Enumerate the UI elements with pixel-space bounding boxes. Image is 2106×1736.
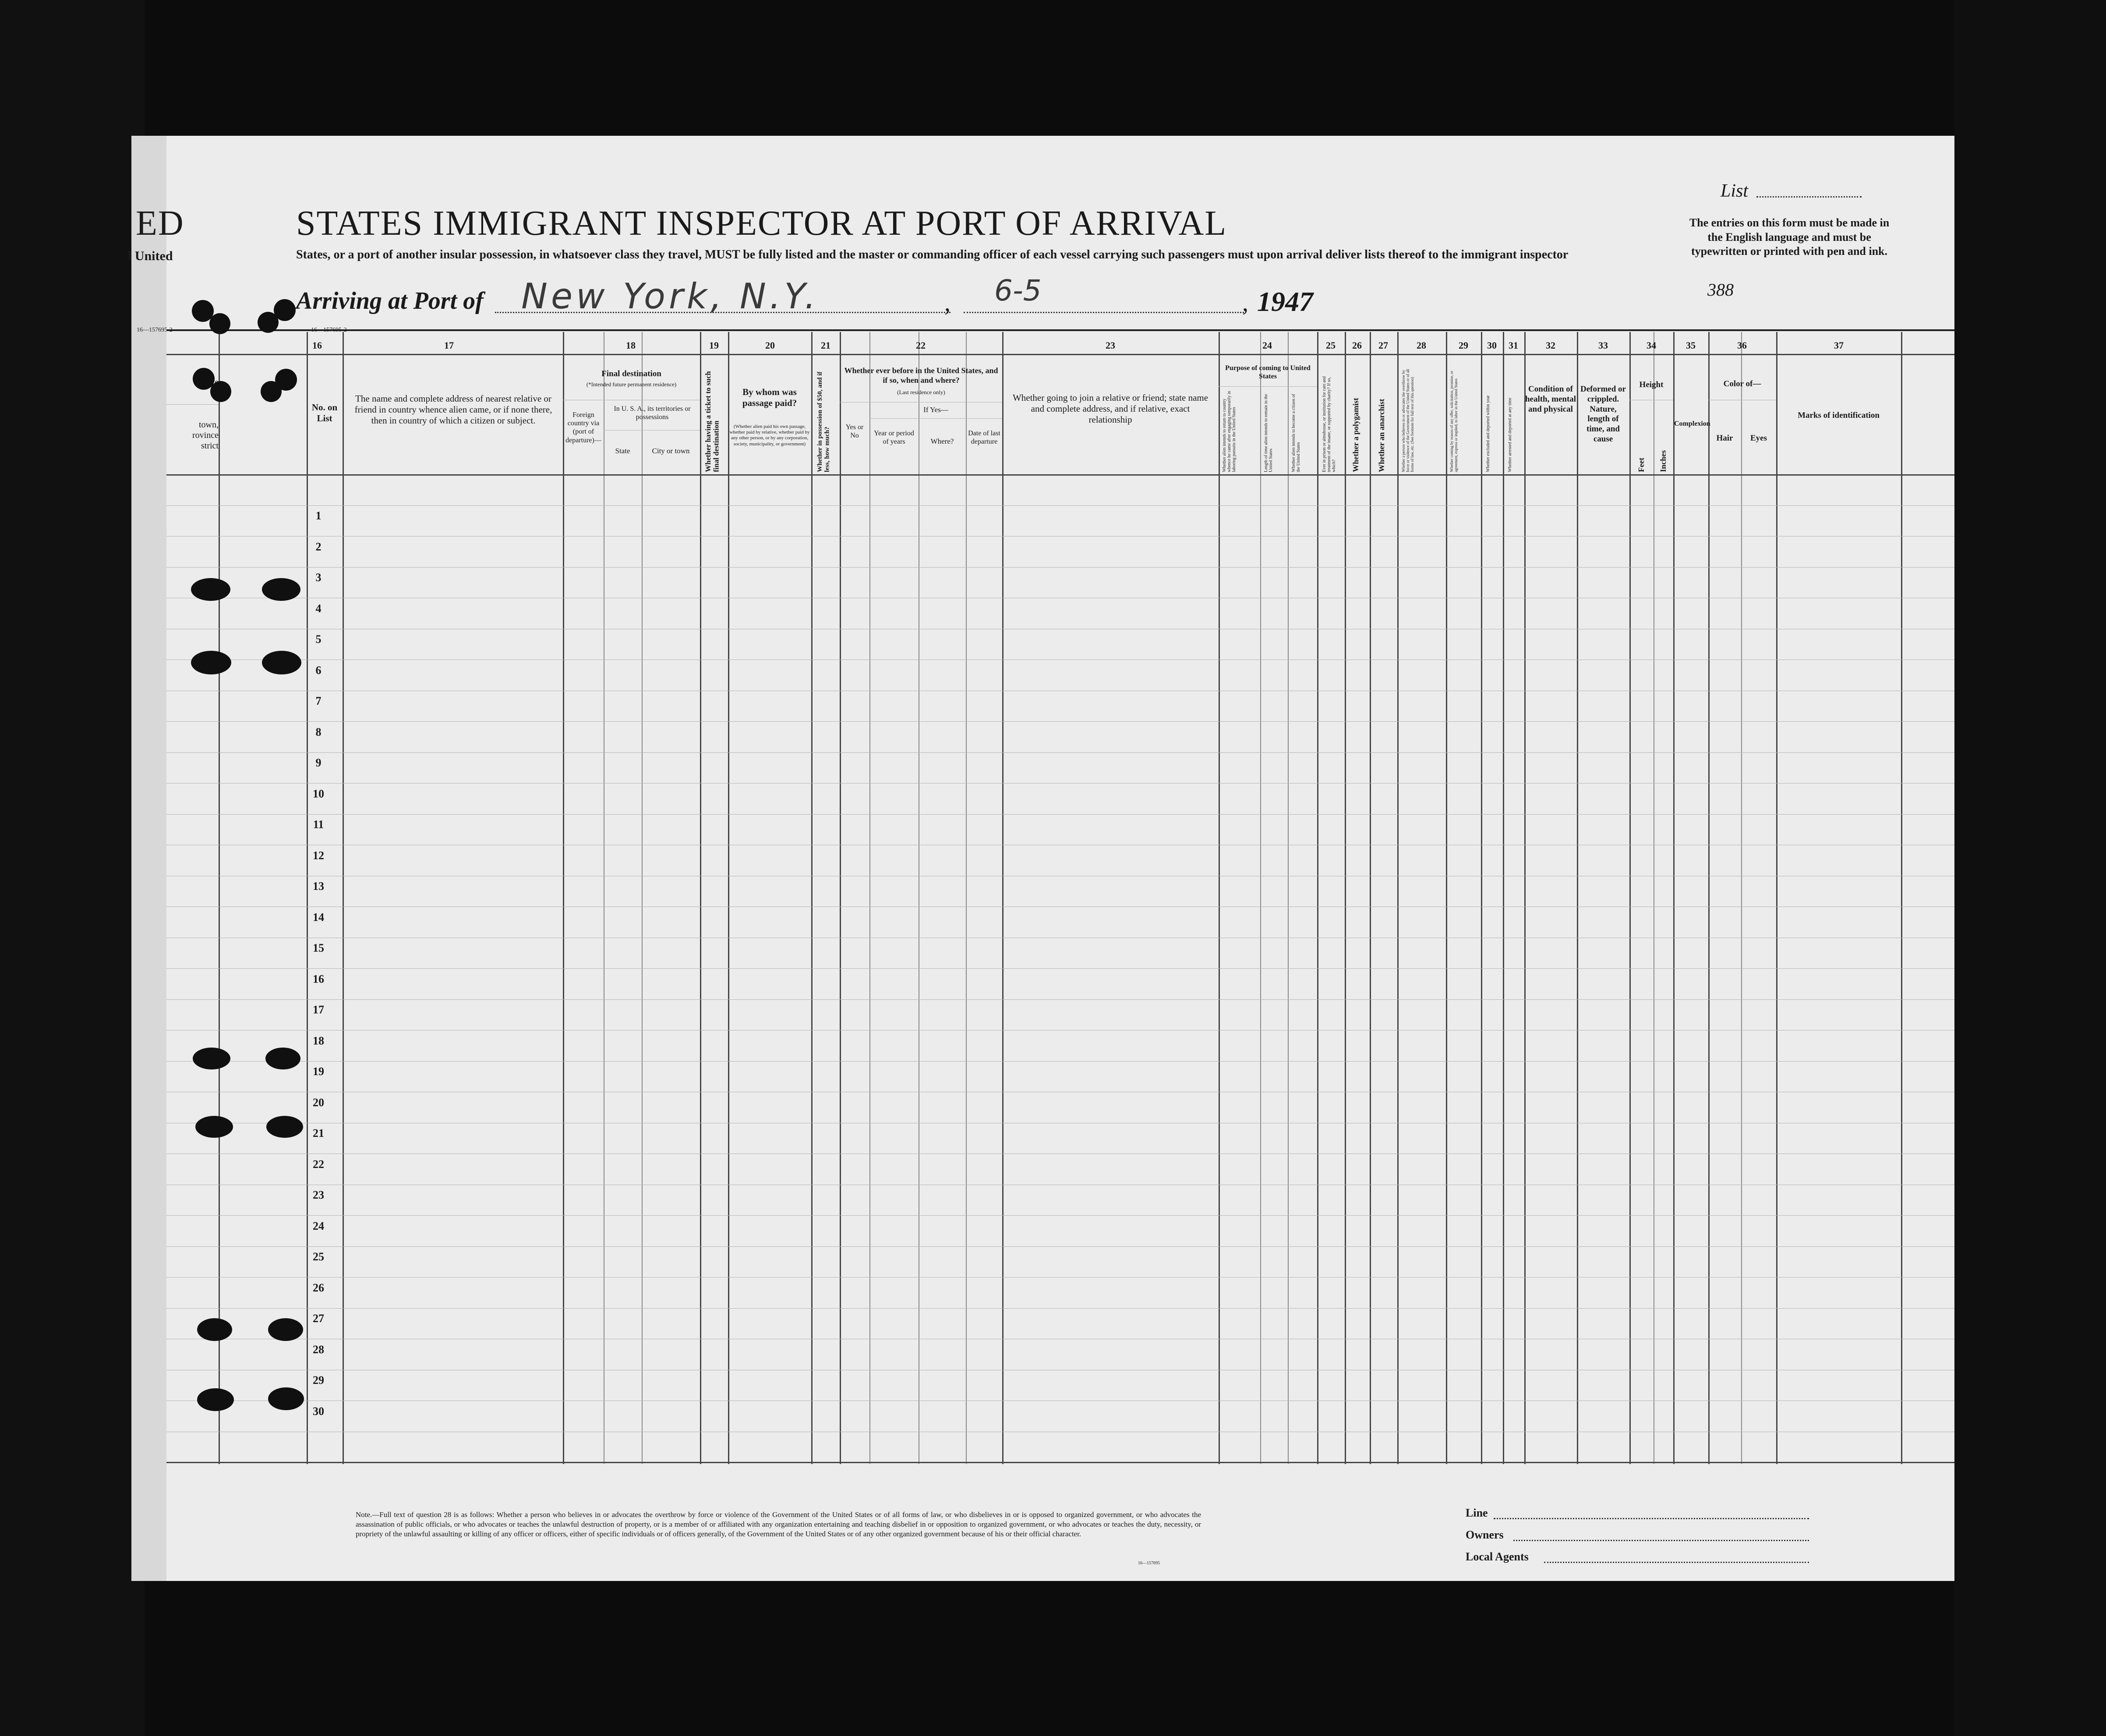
column-number-23: 23 <box>1106 340 1115 351</box>
column-rule <box>1629 332 1631 1464</box>
punch-hole <box>265 1048 300 1069</box>
column-rule <box>1446 332 1447 1464</box>
col30-header: Whether excluded and deported within year <box>1486 395 1491 472</box>
row-rule <box>166 1246 1954 1247</box>
line-field <box>1494 1518 1809 1519</box>
col22-yesno: Yes or No <box>845 423 864 440</box>
row-number: 1 <box>315 509 322 522</box>
punch-hole <box>274 299 296 321</box>
column-rule <box>700 332 701 1464</box>
column-number-26: 26 <box>1352 340 1362 351</box>
list-label: List <box>1721 181 1749 201</box>
column-rule <box>811 332 813 1464</box>
col19-header: Whether having a ticket to such final destination <box>704 371 721 472</box>
column-number-27: 27 <box>1378 340 1388 351</box>
left-fragment-subtitle: l United <box>128 249 173 263</box>
row-number: 19 <box>313 1065 324 1078</box>
column-number-22: 22 <box>916 340 926 351</box>
row-rule <box>166 1215 1954 1216</box>
column-number-34: 34 <box>1647 340 1656 351</box>
column-rule <box>1673 332 1675 1464</box>
punch-hole <box>191 651 231 674</box>
form-code-right: 16—157695-2 <box>311 327 347 333</box>
col17-header: The name and complete address of nearest relative or friend in country whence alien came, or if none there, then in country of which a citizen or subject. <box>354 393 552 426</box>
col24-c: Whether alien intends to become a citizen of the United States <box>1291 394 1301 472</box>
row-number: 26 <box>313 1281 324 1294</box>
row-rule <box>166 814 1954 815</box>
row-number: 21 <box>313 1127 324 1140</box>
col18-usa: In U. S. A., its territories or possessions <box>614 405 691 421</box>
column-number-28: 28 <box>1417 340 1426 351</box>
col34-inches: Inches <box>1659 450 1668 472</box>
row-rule <box>166 567 1954 568</box>
row-rule <box>166 999 1954 1000</box>
col36-title: Color of— <box>1723 379 1761 388</box>
punch-hole <box>262 651 301 674</box>
column-rule <box>1288 332 1289 1464</box>
column-number-21: 21 <box>821 340 830 351</box>
row-rule <box>166 1061 1954 1062</box>
column-rule <box>1577 332 1578 1464</box>
col22-where: Where? <box>930 437 954 445</box>
port-value: New York, N.Y. <box>521 276 820 317</box>
column-rule <box>563 332 564 1464</box>
punch-hole <box>197 1388 234 1411</box>
left-fragment-title: ED <box>136 204 184 243</box>
punch-hole <box>275 369 297 391</box>
column-number-29: 29 <box>1459 340 1468 351</box>
column-number-35: 35 <box>1686 340 1696 351</box>
col18-city: City or town <box>652 447 690 455</box>
table-bottom-rule <box>166 1462 1954 1463</box>
column-number-17: 17 <box>444 340 454 351</box>
column-rule <box>840 332 841 1464</box>
local-agents-label: Local Agents <box>1466 1550 1529 1563</box>
subheader-rule <box>869 418 1002 419</box>
col18-title: Final destination <box>601 369 661 378</box>
col34-title: Height <box>1639 380 1664 389</box>
column-rule <box>219 332 220 1464</box>
column-rule <box>1503 332 1504 1464</box>
row-rule <box>166 1308 1954 1309</box>
column-number-20: 20 <box>765 340 775 351</box>
column-rule <box>1708 332 1710 1464</box>
col26-header: Whether a polygamist <box>1351 398 1360 472</box>
column-rule <box>1481 332 1482 1464</box>
col20-title: By whom was passage paid? <box>742 387 797 409</box>
form-code-left: 16—157695-2 <box>137 327 173 333</box>
col18-note: (*Intended future permanent residence) <box>586 381 677 388</box>
row-number: 7 <box>315 695 322 707</box>
col31-header: Whether arrested and deported at any time <box>1508 398 1512 472</box>
list-number-field <box>1756 196 1862 198</box>
column-number-37: 37 <box>1834 340 1844 351</box>
row-number: 24 <box>313 1220 324 1232</box>
footnote-form-code: 16—157695 <box>1138 1561 1160 1566</box>
col25-header: Ever in prison or almshouse, or institution for care and treatment of the insane, or supported by charity? If so, which? <box>1322 376 1336 472</box>
question-28-footnote: Note.—Full text of question 28 is as follows: Whether a person who believes in or advocates the overthrow by force or violence of the Government of the United States or of all forms of law, or who disbelieves in or is opposed to organized government, or who advocates the assassination of public officials, or who advocates or teaches the unlawful destruction of property, or is a member of or affiliated with any organization entertaining and teaching disbelief in or opposition to organized government, or who advocates or teaches the duty, necessity, or propriety of the unlawful assaulting or killing of any officer or officers, either of specific individuals or of officers generally, of the Government of the United States or of any other organized government because of his or their official character. <box>356 1510 1201 1538</box>
column-rule <box>728 332 729 1464</box>
row-number: 18 <box>313 1034 324 1047</box>
column-rule <box>1741 332 1742 1464</box>
arrival-year-value: 1947 <box>1257 286 1313 317</box>
col24-a: Whether alien intends to return to country whence he came after engaging temporarily in laboring pursuits in the United States <box>1222 391 1237 472</box>
col18-state: State <box>615 447 630 455</box>
col22-year: Year or period of years <box>874 430 914 446</box>
column-number-rule <box>166 354 1954 355</box>
punch-hole <box>195 1116 233 1138</box>
form-subtitle: States, or a port of another insular possession, in whatsoever class they travel, MUST be fully listed and the master or commanding officer of each vessel carrying such passengers must upon arrival deliver lists thereof to the immigrant inspector <box>296 248 1569 261</box>
subheader-rule <box>1219 386 1317 387</box>
col29-header: Whether coming by reason of any offer, solicitation, promise, or agreement, express or implied, to labor in the United States <box>1449 370 1458 472</box>
column-number-33: 33 <box>1598 340 1608 351</box>
row-number: 12 <box>313 849 324 862</box>
col37-header: Marks of identification <box>1798 411 1880 420</box>
local-agents-field <box>1544 1562 1809 1563</box>
col36-hair: Hair <box>1716 434 1733 443</box>
col24-title: Purpose of coming to United States <box>1225 364 1311 381</box>
row-number: 3 <box>315 571 322 584</box>
left-fragment-text: strict <box>201 441 219 451</box>
col22-title: Whether ever before in the United States, and if so, when and where? <box>844 366 998 385</box>
col24-b: Length of time alien intends to remain in the United States <box>1264 394 1273 472</box>
col22-note: (Last residence only) <box>897 389 945 395</box>
row-number: 22 <box>313 1158 324 1171</box>
column-rule <box>642 332 643 1464</box>
language-notice: The entries on this form must be made in the English language and must be typewritten or printed with pen and ink. <box>1689 216 1890 258</box>
column-rule <box>1002 332 1004 1464</box>
arriving-port-label: Arriving at Port of <box>296 287 484 314</box>
row-number: 8 <box>315 726 322 738</box>
row-number: 2 <box>315 540 322 553</box>
row-number: 5 <box>315 633 322 646</box>
row-rule <box>166 752 1954 753</box>
col35-header: Complexion <box>1674 420 1710 427</box>
row-number: 28 <box>313 1343 324 1356</box>
form-title: STATES IMMIGRANT INSPECTOR AT PORT OF ARRIVAL <box>296 204 1227 243</box>
column-rule <box>869 332 870 1464</box>
left-fragment-text: rovince <box>192 430 219 440</box>
row-number: 30 <box>313 1405 324 1418</box>
col33-header: Deformed or crippled. Nature, length of time, and cause <box>1580 385 1626 444</box>
col16-header: No. on List <box>311 402 338 424</box>
column-number-32: 32 <box>1546 340 1555 351</box>
column-rule <box>1397 332 1399 1464</box>
col18-foreign: Foreign country via (port of departure)— <box>565 411 601 444</box>
punch-hole <box>266 1116 303 1138</box>
row-number: 25 <box>313 1250 324 1263</box>
column-rule <box>1776 332 1777 1464</box>
column-number-16: 16 <box>312 340 322 351</box>
row-number: 11 <box>313 818 324 831</box>
separator-comma: , <box>944 289 951 317</box>
line-label: Line <box>1466 1507 1488 1519</box>
col27-header: Whether an anarchist <box>1377 399 1386 472</box>
row-number: 16 <box>313 973 324 985</box>
column-number-30: 30 <box>1487 340 1497 351</box>
column-rule <box>1260 332 1261 1464</box>
column-rule <box>1345 332 1346 1464</box>
col34-feet: Feet <box>1637 458 1646 472</box>
column-number-19: 19 <box>709 340 719 351</box>
column-rule <box>343 332 344 1464</box>
row-number: 6 <box>315 664 322 677</box>
col22-ifyes: If Yes— <box>923 406 948 414</box>
row-rule <box>166 505 1954 506</box>
column-rule <box>1317 332 1318 1464</box>
row-number: 17 <box>313 1003 324 1016</box>
punch-hole <box>268 1387 304 1410</box>
punch-hole <box>191 578 230 601</box>
row-number: 27 <box>313 1312 324 1325</box>
punch-hole <box>210 381 231 402</box>
row-number: 14 <box>313 911 324 924</box>
row-number: 10 <box>313 787 324 800</box>
col21-header: Whether in possession of $50, and if less, how much? <box>816 371 831 472</box>
film-border <box>0 0 145 1736</box>
arrival-date-value: 6-5 <box>994 274 1042 307</box>
row-number: 23 <box>313 1189 324 1201</box>
row-rule <box>166 968 1954 969</box>
owners-label: Owners <box>1466 1528 1504 1541</box>
column-number-24: 24 <box>1262 340 1272 351</box>
manifest-table <box>166 332 1954 1464</box>
row-number: 13 <box>313 880 324 893</box>
row-number: 9 <box>315 756 322 769</box>
col23-header: Whether going to join a relative or friend; state name and complete address, and if relative, exact relationship <box>1012 392 1208 425</box>
row-number: 4 <box>315 602 322 615</box>
row-number: 15 <box>313 942 324 954</box>
col28-header: Whether a person who believes in or advocates the overthrow by force or violence of the Government of the United States or of all forms of law, etc. (See footnote for full text of this question) <box>1401 369 1414 472</box>
column-rule <box>966 332 967 1464</box>
punch-hole <box>268 1318 303 1341</box>
column-rule <box>1524 332 1526 1464</box>
header-bottom-rule <box>166 474 1954 476</box>
col22-date: Date of last departure <box>968 430 1000 446</box>
header-rule <box>166 329 1954 331</box>
film-border <box>1954 0 2106 1736</box>
col20-note: (Whether alien paid his own passage, whether paid by relative, whether paid by any other person, or by any corporation, society, municipality, or government) <box>729 424 810 447</box>
column-rule <box>1219 332 1220 1464</box>
subheader-rule <box>166 404 219 405</box>
punch-hole <box>262 578 300 601</box>
separator-comma: , <box>1242 289 1248 317</box>
col32-header: Condition of health, mental and physical <box>1525 385 1576 414</box>
column-number-36: 36 <box>1737 340 1747 351</box>
column-number-18: 18 <box>626 340 636 351</box>
row-number: 29 <box>313 1374 324 1387</box>
col36-eyes: Eyes <box>1750 434 1767 443</box>
column-number-31: 31 <box>1509 340 1518 351</box>
punch-hole <box>197 1318 232 1341</box>
row-rule <box>166 721 1954 722</box>
date-field-line <box>964 312 1244 313</box>
punch-hole <box>209 313 230 334</box>
owners-field <box>1513 1540 1809 1541</box>
column-number-25: 25 <box>1326 340 1336 351</box>
column-rule <box>1901 332 1902 1464</box>
column-rule <box>1370 332 1371 1464</box>
row-number: 20 <box>313 1096 324 1109</box>
left-fragment-text: town, <box>199 420 219 430</box>
sheet-number: 388 <box>1707 280 1734 300</box>
punch-hole <box>193 1048 230 1069</box>
